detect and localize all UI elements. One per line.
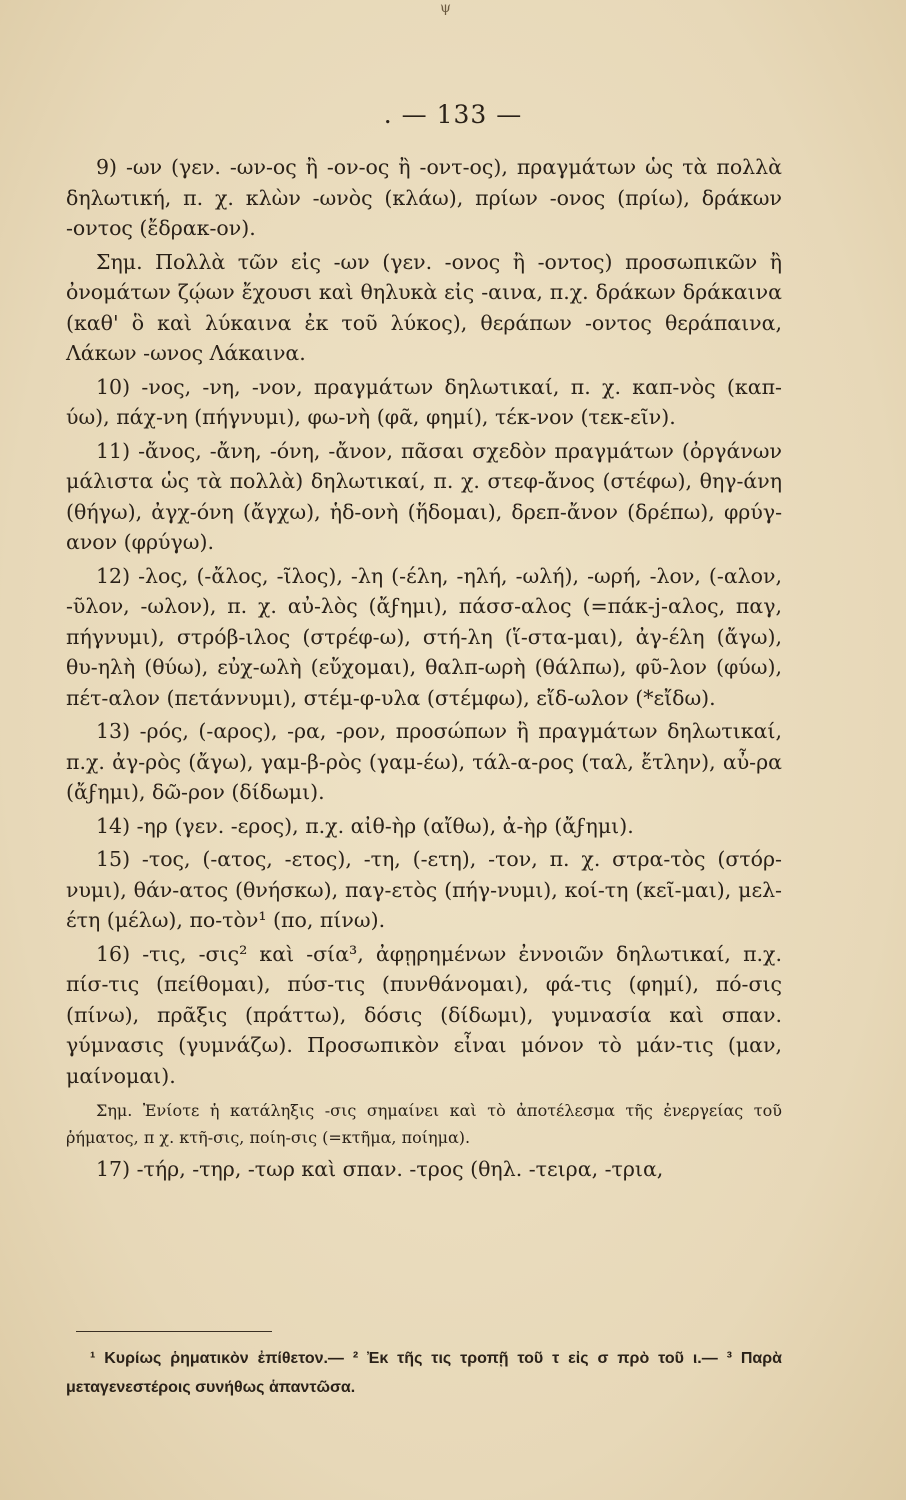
paragraph-note-9: Σημ. Πολλὰ τῶν εἰς -ων (γεν. -ονος ἢ -οντος) προσωπικῶν ἢ ὀνομάτων ζῴων ἔχουσι καὶ θηλυκὰ εἰς -αινα, π.χ. δράκων δράκαινα (καθ' ὃ καὶ λύκαινα ἐκ τοῦ λύκος), θεράπων -οντος θεράπαινα, Λάκων -ωνος Λάκαινα. <box>66 249 782 365</box>
note-16: Σημ. Ἐνίοτε ἡ κατάληξις -σις σημαίνει καὶ τὸ ἀποτέλεσμα τῆς ἐνεργείας τοῦ ῥήματος, π χ. κτῆ-σις, ποίη-σις (=κτῆμα, ποίημα). <box>66 1101 782 1147</box>
paragraph-12: 12) -λος, (-ἄλος, -ῖλος), -λη (-έλη, -ηλή, -ωλή), -ωρή, -λον, (-αλον, -ῦλον, -ωλον), π. χ. αὐ-λὸς (ἄϝημι), πάσσ-αλος (=πάκ-j-αλος, παγ, πήγνυμι), στρόβ-ιλος (στρέφ-ω), στή-λη (ἵ-στα-μαι), ἀγ-έλη (ἄγω), θυ-ηλὴ (θύω), εὐχ-ωλὴ (εὔχομαι), θαλπ-ωρὴ (θάλπω), φῦ-λον (φύω), πέτ-αλον (πετάννυμι), στέμ-φ-υλα (στέμφω), εἴδ-ωλον (*εἴδω). <box>66 563 782 710</box>
footnote-divider <box>76 1331 272 1332</box>
paragraph-17: 17) -τήρ, -τηρ, -τωρ καὶ σπαν. -τρος (θηλ. -τειρα, -τρια, <box>96 1157 664 1181</box>
paragraph-15: 15) -τος, (-ατος, -ετος), -τη, (-ετη), -τον, π. χ. στρα-τὸς (στόρ-νυμι), θάν-ατος (θνήσκω), παγ-ετὸς (πήγ-νυμι), κοί-τη (κεῖ-μαι), μελ-έτη (μέλω), πο-τὸν¹ (πο, πίνω). <box>66 847 782 932</box>
body-text <box>66 152 782 1185</box>
paragraph-11: 11) -ἄνος, -ἄνη, -όνη, -ἄνον, πᾶσαι σχεδὸν πραγμάτων (ὀργάνων μάλιστα ὡς τὰ πολλὰ) δηλωτικαί, π. χ. στεφ-ἄνος (στέφω), θηγ-άνη (θήγω), ἀγχ-όνη (ἄγχω), ἡδ-ονὴ (ἥδομαι), δρεπ-ἄνον (δρέπω), φρύγ-ανον (φρύγω). <box>66 438 782 554</box>
paragraph-10: 10) -νος, -νη, -νον, πραγμάτων δηλωτικαί, π. χ. καπ-νὸς (καπ-ύω), πάχ-νη (πήγνυμι), φω-νὴ (φᾶ, φημί), τέκ-νον (τεκ-εῖν). <box>66 374 782 429</box>
footnotes <box>66 1344 782 1402</box>
paragraph-14: 14) -ηρ (γεν. -ερος), π.χ. αἰθ-ὴρ (αἴθω), ἀ-ὴρ (ἄϝημι). <box>96 813 634 838</box>
paragraph-9: 9) -ων (γεν. -ων-ος ἢ -ον-ος ἢ -οντ-ος), πραγμάτων ὡς τὰ πολλὰ δηλωτική, π. χ. κλὼν -ωνὸς (κλάω), πρίων -ονος (πρίω), δράκων -οντος (ἔδρακ-ον). <box>66 155 782 240</box>
footnotes-text: ¹ Κυρίως ῥηματικὸν ἐπίθετον.— ² Ἐκ τῆς τις τροπῇ τοῦ τ εἰς σ πρὸ τοῦ ι.— ³ Παρὰ μεταγενεστέροις συνήθως ἁπαντῶσα. <box>66 1350 782 1396</box>
top-mark: ψ <box>440 0 451 16</box>
page-number: . — 133 — <box>383 100 523 129</box>
paragraph-16: 16) -τις, -σις² καὶ -σία³, ἀφῃρημένων ἐννοιῶν δηλωτικαί, π.χ. πίσ-τις (πείθομαι), πύσ-τις (πυνθάνομαι), φά-τις (φημί), πό-σις (πίνω), πρᾶξις (πράττω), δόσις (δίδωμι), γυμνασία καὶ σπαν. γύμνασις (γυμνάζω). Προσωπικὸν εἶναι μόνον τὸ μάν-τις (μαν, μαίνομαι). <box>66 941 782 1088</box>
paragraph-13: 13) -ρός, (-αρος), -ρα, -ρον, προσώπων ἢ πραγμάτων δηλωτικαί, π.χ. ἀγ-ρὸς (ἄγω), γαμ-β-ρὸς (γαμ-έω), τάλ-α-ρος (ταλ, ἔτλην), αὖ-ρα (ἄϝημι), δῶ-ρον (δίδωμι). <box>66 719 782 804</box>
